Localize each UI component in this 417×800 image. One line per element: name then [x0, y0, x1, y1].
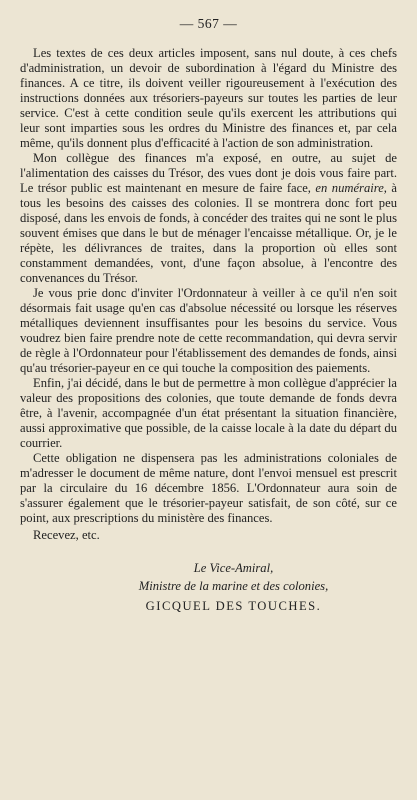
- paragraph-5: Cette obligation ne dispensera pas les administrations coloniales de m'adresser le document de même nature, dont l'envoi mensuel est prescrit par la circulaire du 16 décembre 1856. L'Ordonnateur aura soin de s'assurer également que le trésorier-payeur satisfait, de son côté, sur ce point, aux prescriptions du ministère des finances.: [20, 451, 397, 525]
- paragraph-2: [20, 151, 397, 286]
- signature-name: GICQUEL DES TOUCHES.: [145, 599, 322, 613]
- page-number: — 567 —: [179, 16, 238, 31]
- paragraph-2-part-2: à tous les besoins des caisses des colonies. Il se montrera donc fort peu disposé, dans les envois de fonds, à concéder des traites qui ne sont le plus souvent émises que dans le but de ménager l'encaisse métallique. Or, je le répète, les délivrances de traites, dans la proportion où elles sont constamment demandées, vont, d'une façon absolue, à l'encontre des convenances du Trésor.: [20, 181, 398, 285]
- paragraph-4: Enfin, j'ai décidé, dans le but de permettre à mon collègue d'apprécier la valeur des propositions des colonies, que toute demande de fonds devra être, à l'avenir, accompagnée d'un état présentant la situation financière, aussi approximative que possible, de la caisse locale à la date du départ du courrier.: [20, 376, 397, 450]
- closing-formula: Recevez, etc.: [33, 528, 100, 542]
- paragraph-2-emphasis: en numéraire,: [315, 181, 387, 195]
- signature-block: [20, 559, 397, 615]
- paragraph-1: Les textes de ces deux articles imposent, sans nul doute, à ces chefs d'administration, un devoir de subordination à l'égard du Ministre des finances. A ce titre, ils doivent veiller rigoureusement à l'exécution des instructions données aux trésoriers-payeurs sur toutes les parties de leur service. C'est à cette condition seule qu'ils exercent les attributions qui leur sont imparties sous les ordres du Ministre des finances et, par cela même, qu'ils donnent plus d'efficacité à l'action de son administration.: [20, 46, 397, 150]
- paragraph-3: Je vous prie donc d'inviter l'Ordonnateur à veiller à ce qu'il n'en soit désormais fait usage qu'en cas d'absolue nécessité ou lorsque les réserves métalliques deviennent insuffisantes pour les besoins du service. Vous voudrez bien faire prendre note de cette recommandation, qui devra servir de règle à l'Ordonnateur pour l'établissement des demandes de fonds, ainsi qu'au trésorier-payeur en ce qui touche la composition des paiements.: [20, 286, 397, 375]
- paragraph-2-part-1: Mon collègue des finances m'a exposé, en outre, au sujet de l'alimentation des caisses du Trésor, des vues dont je dois vous faire part. Le trésor public est maintenant en mesure de faire face,: [20, 151, 397, 195]
- signature-role: Ministre de la marine et des colonies,: [138, 579, 329, 593]
- signature-title: Le Vice-Amiral,: [193, 561, 274, 575]
